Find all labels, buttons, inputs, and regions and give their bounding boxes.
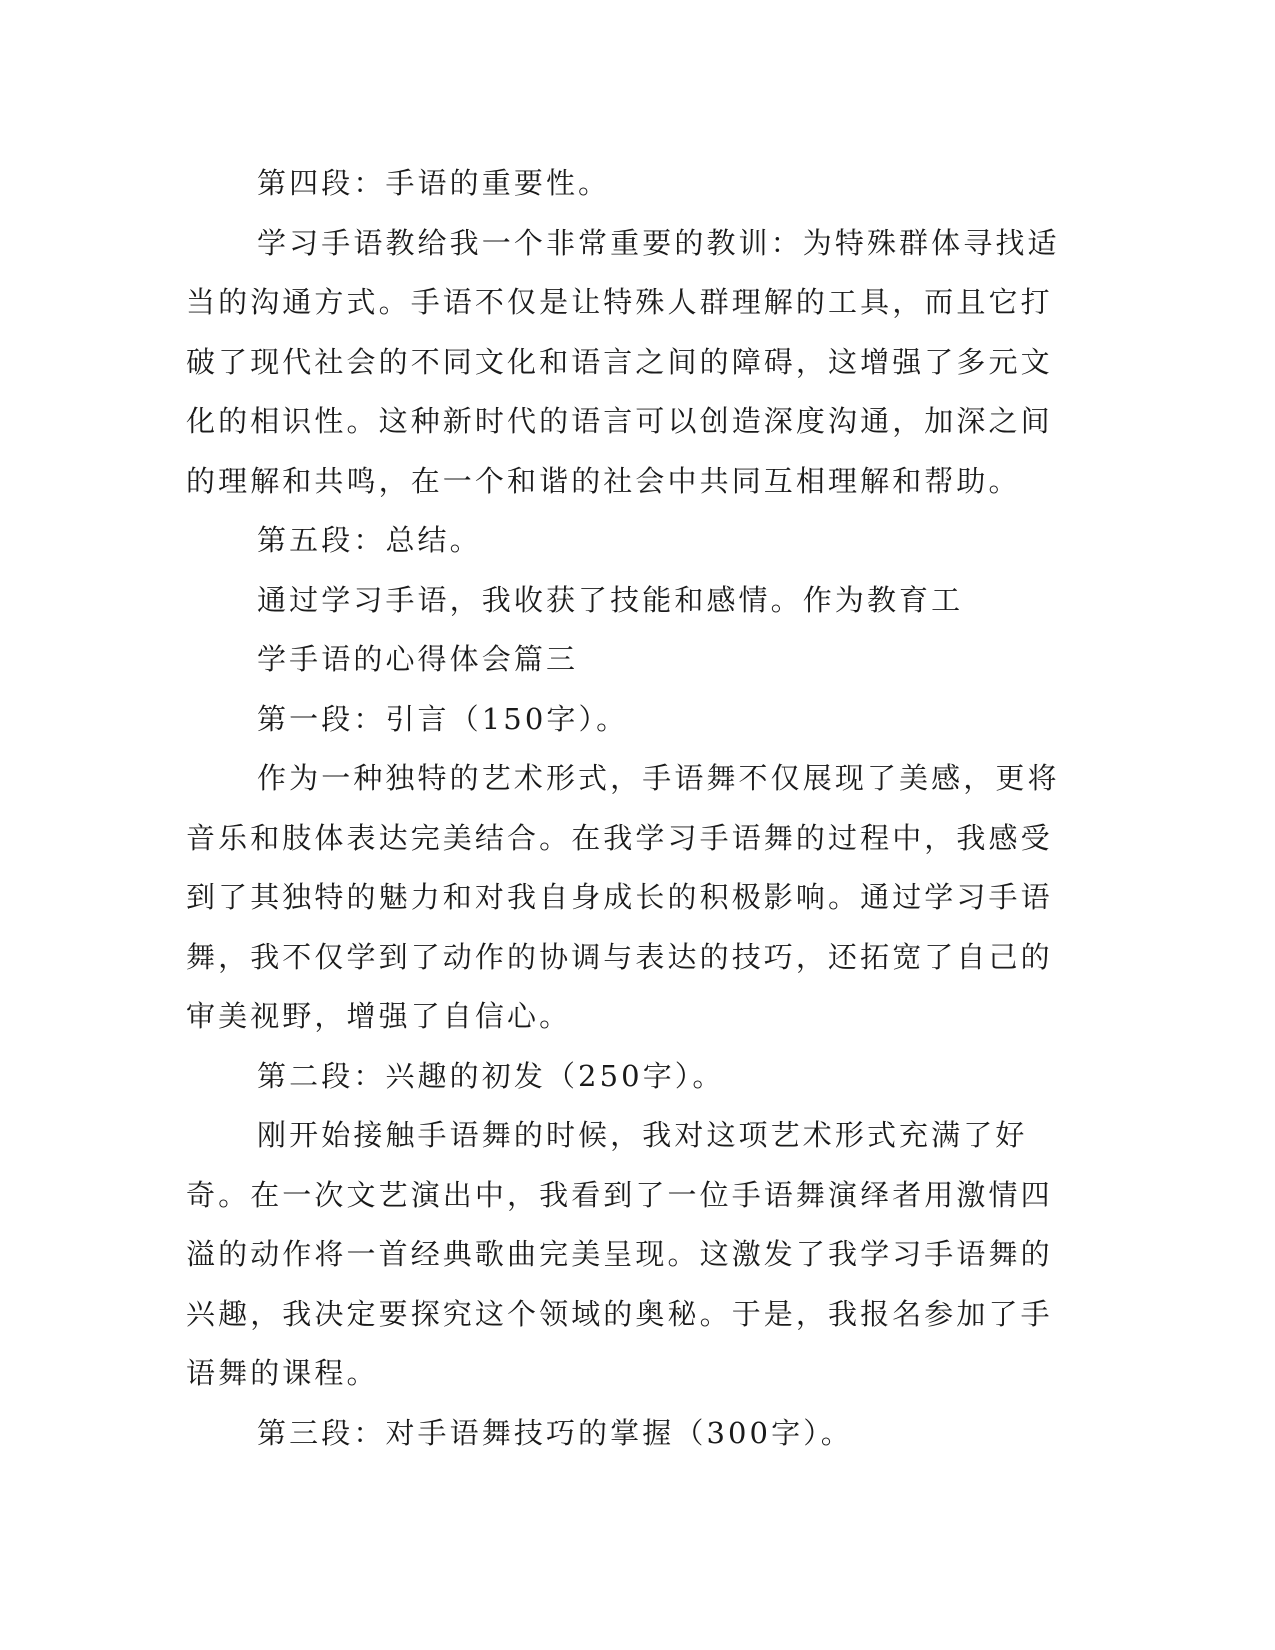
section-heading-5: 第五段：总结。 [257,523,482,557]
article-title: 学手语的心得体会篇三 [257,642,579,676]
paragraph-introduction: 作为一种独特的艺术形式，手语舞不仅展现了美感，更将音乐和肢体表达完美结合。在我学习手语舞的过程中，我感受到了其独特的魅力和对我自身成长的积极影响。通过学习手语舞，我不仅学到了动作的协调与表达的技巧，还拓宽了自己的审美视野，增强了自信心。 [186,761,1060,1033]
paragraph-importance: 学习手语教给我一个非常重要的教训：为特殊群体寻找适当的沟通方式。手语不仅是让特殊人群理解的工具，而且它打破了现代社会的不同文化和语言之间的障碍，这增强了多元文化的相识性。这种新时代的语言可以创造深度沟通，加深之间的理解和共鸣，在一个和谐的社会中共同互相理解和帮助。 [186,225,1060,498]
section-heading-1: 第一段：引言（150字）。 [257,701,629,736]
summary-line: 通过学习手语，我收获了技能和感情。作为教育工 [257,582,964,617]
section-heading-4: 第四段：手语的重要性。 [257,166,611,200]
section-heading-3: 第三段：对手语舞技巧的掌握（300字）。 [257,1415,853,1450]
paragraph-interest: 刚开始接触手语舞的时候，我对这项艺术形式充满了好奇。在一次文艺演出中，我看到了一位手语舞演绎者用激情四溢的动作将一首经典歌曲完美呈现。这激发了我学习手语舞的兴趣，我决定要探究这个领域的奥秘。于是，我报名参加了手语舞的课程。 [186,1118,1053,1390]
section-heading-2: 第二段：兴趣的初发（250字）。 [257,1058,725,1093]
document-body [186,154,1066,1463]
